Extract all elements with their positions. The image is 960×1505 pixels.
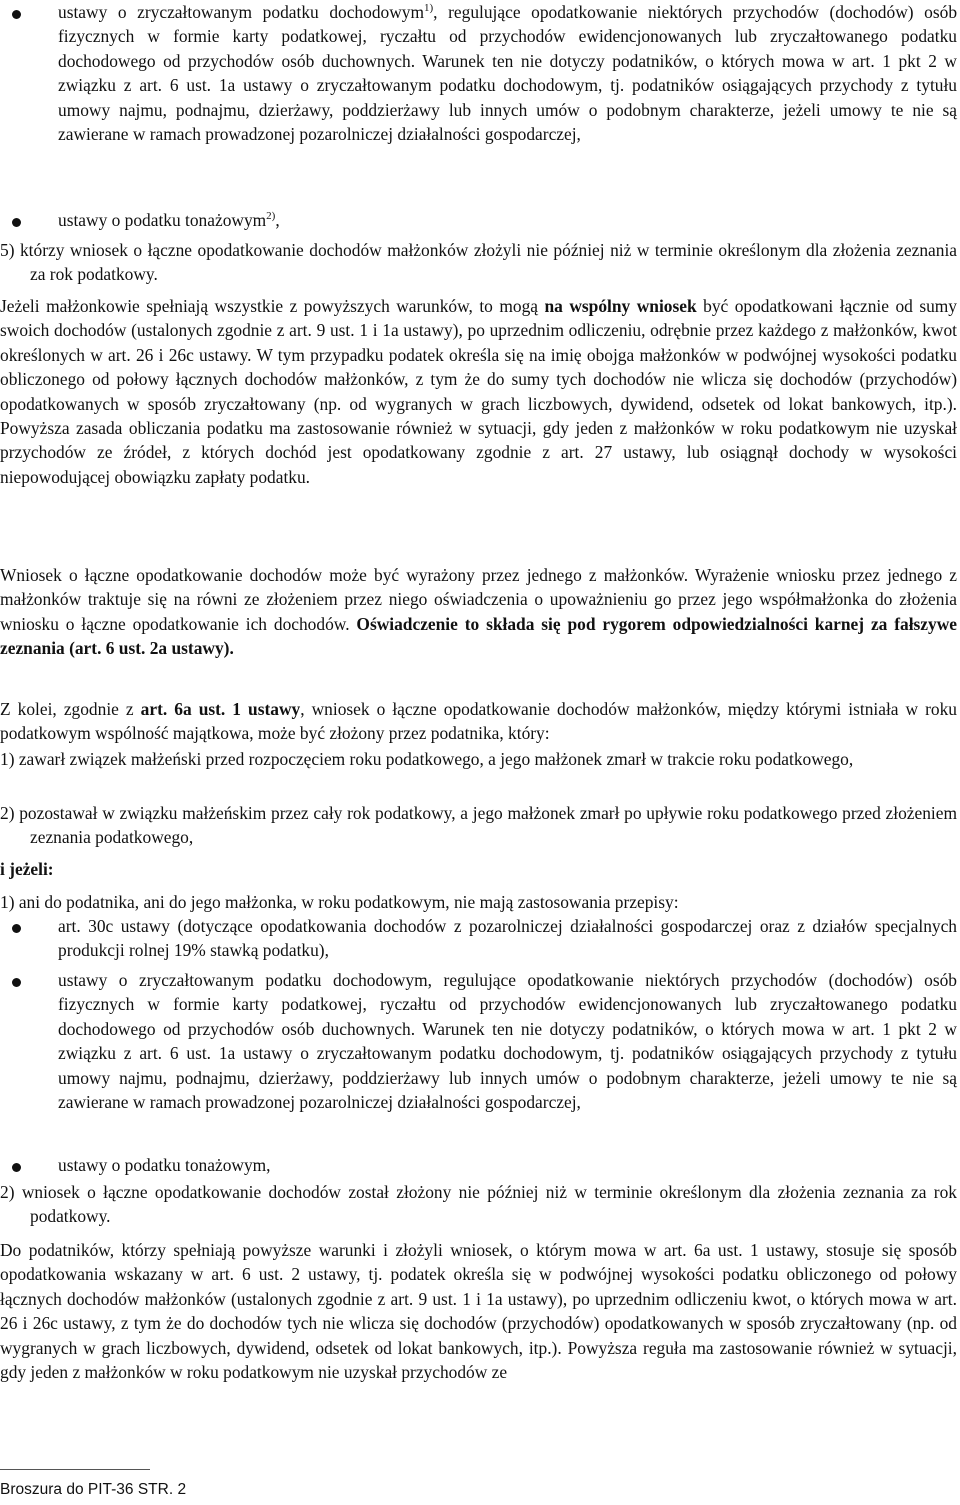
intro-bullet-1-text: ustawy o zryczałtowanym podatku dochodowym (58, 2, 424, 22)
paragraph-application (0, 563, 957, 661)
intro-bullet-1 (58, 0, 957, 146)
bullet-dot (12, 924, 21, 933)
bullet-dot (12, 1163, 21, 1172)
intro-bullet-1-text-cont: , regulujące opodatkowanie niektórych przychodów (dochodów) osób fizycznych w formie karty podatkowej, ryczałtu od przychodów ewidencjonowanych lub zryczałtowanego podatku dochodowego od przychodów osób duchownych. Warunek ten nie dotyczy podatników, o których mowa w art. 1 pkt 2 w związku z art. 6 ust. 1a ustawy o zryczałtowanym podatku dochodowym, tj. podatników osiągających przychody z tytułu umowy najmu, podnajmu, dzierżawy, poddzierżawy lub innych umów o podobnym charakterze, jeżeli umowy te nie są zawierane w ramach prowadzonej pozarolniczej działalności gospodarczej, (58, 2, 958, 145)
sub-bullet: ustawy o zryczałtowanym podatku dochodowym, regulujące opodatkowanie niektórych przychodów (dochodów) osób fizycznych w formie karty podatkowej, ryczałtu od przychodów ewidencjonowanych lub zryczałtowanego podatku dochodowego od przychodów osób duchownych. Warunek ten nie dotyczy podatników, o których mowa w art. 1 pkt 2 w związku z art. 6 ust. 1a ustawy o zryczałtowanym podatku dochodowym, tj. podatników osiągających przychody z tytułu umowy najmu, podnajmu, dzierżawy, poddzierżawy lub innych umów o podobnym charakterze, jeżeli umowy te nie są zawierane w ramach prowadzonej pozarolniczej działalności gospodarczej, (58, 970, 957, 1113)
para1-bold: na wspólny wniosek (544, 296, 697, 316)
page-footer: Broszura do PIT-36 STR. 2 (0, 1481, 187, 1498)
list-item: 2) wniosek o łączne opodatkowanie dochodów został złożony nie później niż w terminie określonym dla złożenia zeznania za rok podatkowy. (0, 1182, 957, 1227)
paragraph-joint-taxation (0, 294, 957, 489)
bullet-dot (12, 218, 21, 227)
intro-bullet-2-text-cont: , (275, 210, 280, 230)
condition-heading-text: i jeżeli: (0, 859, 54, 879)
footnote-ref: 1) (424, 2, 434, 15)
list-item: 1) zawarł związek małżeński przed rozpoczęciem roku podatkowego, a jego małżonek zmarł w trakcie roku podatkowego, (0, 749, 854, 769)
para3-text: Z kolei, zgodnie z (0, 699, 141, 719)
para3-text-cont: , wniosek o łączne opodatkowanie dochodów małżonków, między którymi istniała w roku podatkowym wspólność majątkowa, może być złożony przez podatnika, który: (0, 699, 957, 744)
para2-text: Wniosek o łączne opodatkowanie dochodów może być wyrażony przez jednego z małżonków. Wyrażenie wniosku przez jednego z małżonków traktuje się na równi ze złożeniem przez niego oświadczenia o upoważnieniu go przez jego współmałżonka do złożenia wniosku o łączne opodatkowanie ich dochodów. (0, 565, 957, 634)
sub-bullet: art. 30c ustawy (dotyczące opodatkowania dochodów z pozarolniczej działalności gospodarczej oraz z działów specjalnych produkcji rolnej 19% stawką podatku), (58, 916, 957, 961)
footnote-ref: 2) (266, 210, 276, 223)
bullet-dot (12, 10, 21, 19)
paragraph-art-6a (0, 697, 957, 746)
intro-bullet-2 (58, 208, 957, 232)
para1-text-cont: być opodatkowani łącznie od sumy swoich dochodów (ustalonych zgodnie z art. 9 ust. 1 i 1a ustawy), po uprzednim odliczeniu, odrębnie przez każdego z małżonków, kwot określonych w art. 26 i 26c ustawy. W tym przypadku podatek określa się na imię obojga małżonków w podwójnej wysokości podatku obliczonego od połowy łącznych dochodów małżonków, z tym że do sumy tych dochodów nie wlicza się dochodów (przychodów) opodatkowanych w sposób zryczałtowany (np. od wygranych w grach liczbowych, dywidend, odsetek od lokat bankowych, itp.). Powyższa zasada obliczania podatku ma zastosowanie również w sytuacji, gdy jeden z małżonków w roku podatkowym nie uzyskał przychodów ze źródeł, z których dochód jest opodatkowany zgodnie z art. 27 ustawy, lub osiągnął dochody w wysokości niepowodującej obowiązku zapłaty podatku. (0, 296, 957, 487)
para1-text: Jeżeli małżonkowie spełniają wszystkie z powyższych warunków, to mogą (0, 296, 545, 316)
list-item: 2) pozostawał w związku małżeńskim przez cały rok podatkowy, a jego małżonek zmarł po upływie roku podatkowego przed złożeniem zeznania podatkowego, (0, 803, 957, 848)
para2-bold: Oświadczenie to składa się pod rygorem odpowiedzialności karnej za fałszywe zeznania (art. 6 ust. 2a ustawy). (0, 613, 957, 659)
footer-divider (0, 1469, 150, 1470)
para3-bold: art. 6a ust. 1 ustawy (140, 699, 301, 719)
bullet-dot (12, 978, 21, 987)
list-item-5: 5) którzy wniosek o łączne opodatkowanie dochodów małżonków złożyli nie później niż w terminie określonym dla złożenia zeznania za rok podatkowy. (0, 240, 957, 285)
sub-bullet: ustawy o podatku tonażowym, (58, 1155, 271, 1175)
paragraph-art-6a-rules: Do podatników, którzy spełniają powyższe warunki i złożyli wniosek, o którym mowa w art. 6a ust. 1 ustawy, stosuje się sposób opodatkowania wskazany w art. 6 ust. 2 ustawy, tj. podatek określa się w podwójnej wysokości podatku obliczonego od połowy łącznych dochodów małżonków (ustalonych zgodnie z art. 9 ust. 1 i 1a ustawy), po uprzednim odliczeniu kwot, o których mowa w art. 26 i 26c ustawy, z tym że do dochodów tych nie wlicza się dochodów (przychodów) opodatkowanych w sposób zryczałtowany (np. od wygranych w grach liczbowych, dywidend, odsetek od lokat bankowych, itp.). Powyższa reguła ma zastosowanie również w sytuacji, gdy jeden z małżonków w roku podatkowym nie uzyskał przychodów ze (0, 1240, 957, 1383)
condition-heading (0, 857, 957, 881)
intro-bullet-2-text: ustawy o podatku tonażowym (58, 210, 267, 230)
list-item: 1) ani do podatnika, ani do jego małżonka, w roku podatkowym, nie mają zastosowania przepisy: (0, 892, 679, 912)
